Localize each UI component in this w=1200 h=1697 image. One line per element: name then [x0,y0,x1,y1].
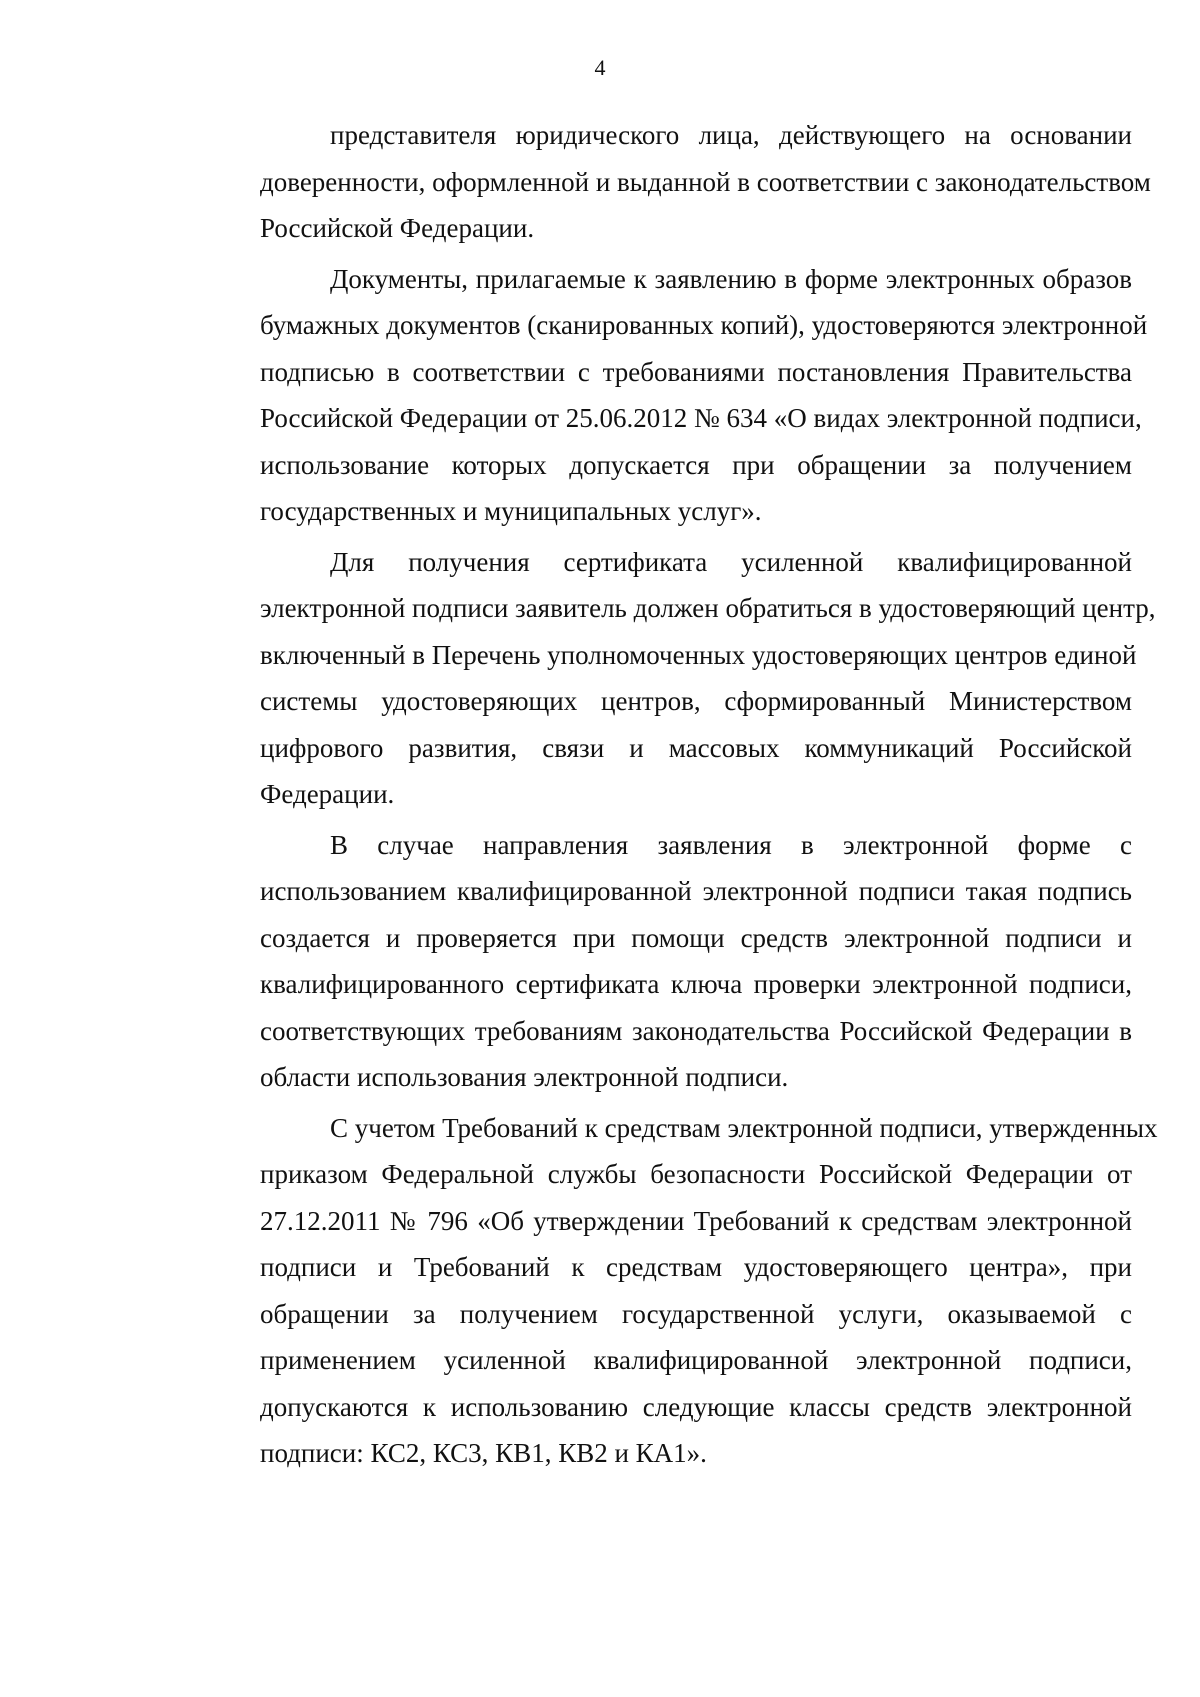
paragraph-line: бумажных документов (сканированных копий), удостоверяются электронной [260,310,1148,340]
paragraph-line: соответствующих требованиям законодательства Российской Федерации в [260,1015,1132,1046]
paragraph-line: подписью в соответствии с требованиями постановления Правительства [260,356,1132,387]
page-number: 4 [594,55,606,80]
paragraph-line: Для получения сертификата усиленной квалифицированной [330,546,1132,577]
paragraph-line: квалифицированного сертификата ключа проверки электронной подписи, [260,969,1132,999]
paragraph-line: использованием квалифицированной электронной подписи такая подпись [260,876,1132,906]
paragraph-line: Документы, прилагаемые к заявлению в форме электронных образов [330,263,1132,294]
paragraph-line: цифрового развития, связи и массовых коммуникаций Российской [260,732,1132,763]
paragraph-line: электронной подписи заявитель должен обратиться в удостоверяющий центр, [260,593,1156,623]
paragraph-5 [190,1105,1158,1477]
paragraph-line: Российской Федерации от 25.06.2012 № 634 «О видах электронной подписи, [260,403,1142,433]
paragraph-4 [190,822,1132,1101]
paragraph-line: создается и проверяется при помощи средств электронной подписи и [260,922,1132,953]
paragraph-2 [190,256,1148,535]
paragraph-line: системы удостоверяющих центров, сформированный Министерством [260,686,1132,716]
paragraph-line: 27.12.2011 № 796 «Об утверждении Требований к средствам электронной [260,1205,1132,1236]
paragraph-line: области использования электронной подписи. [260,1062,789,1092]
document-body [190,112,1158,1481]
paragraph-line: Российской Федерации. [260,213,535,243]
paragraph-line: государственных и муниципальных услуг». [260,496,762,526]
paragraph-line: С учетом Требований к средствам электронной подписи, утвержденных [330,1112,1158,1143]
paragraph-line: подписи: КС2, КС3, КВ1, КВ2 и КА1». [260,1438,707,1468]
paragraph-line: использование которых допускается при обращении за получением [260,449,1132,480]
paragraph-3 [190,539,1156,818]
paragraph-line: применением усиленной квалифицированной электронной подписи, [260,1345,1132,1375]
paragraph-line: В случае направления заявления в электронной форме с [330,829,1132,860]
paragraph-line: включенный в Перечень уполномоченных удостоверяющих центров единой [260,639,1137,670]
paragraph-line: приказом Федеральной службы безопасности Российской Федерации от [260,1159,1132,1189]
paragraph-line: подписи и Требований к средствам удостоверяющего центра», при [260,1252,1132,1282]
paragraph-1 [190,112,1151,252]
paragraph-line: обращении за получением государственной услуги, оказываемой с [260,1298,1132,1329]
paragraph-line: представителя юридического лица, действующего на основании [330,120,1132,150]
paragraph-line: допускаются к использованию следующие классы средств электронной [260,1391,1132,1422]
paragraph-line: доверенности, оформленной и выданной в соответствии с законодательством [260,166,1151,197]
paragraph-line: Федерации. [260,779,395,809]
